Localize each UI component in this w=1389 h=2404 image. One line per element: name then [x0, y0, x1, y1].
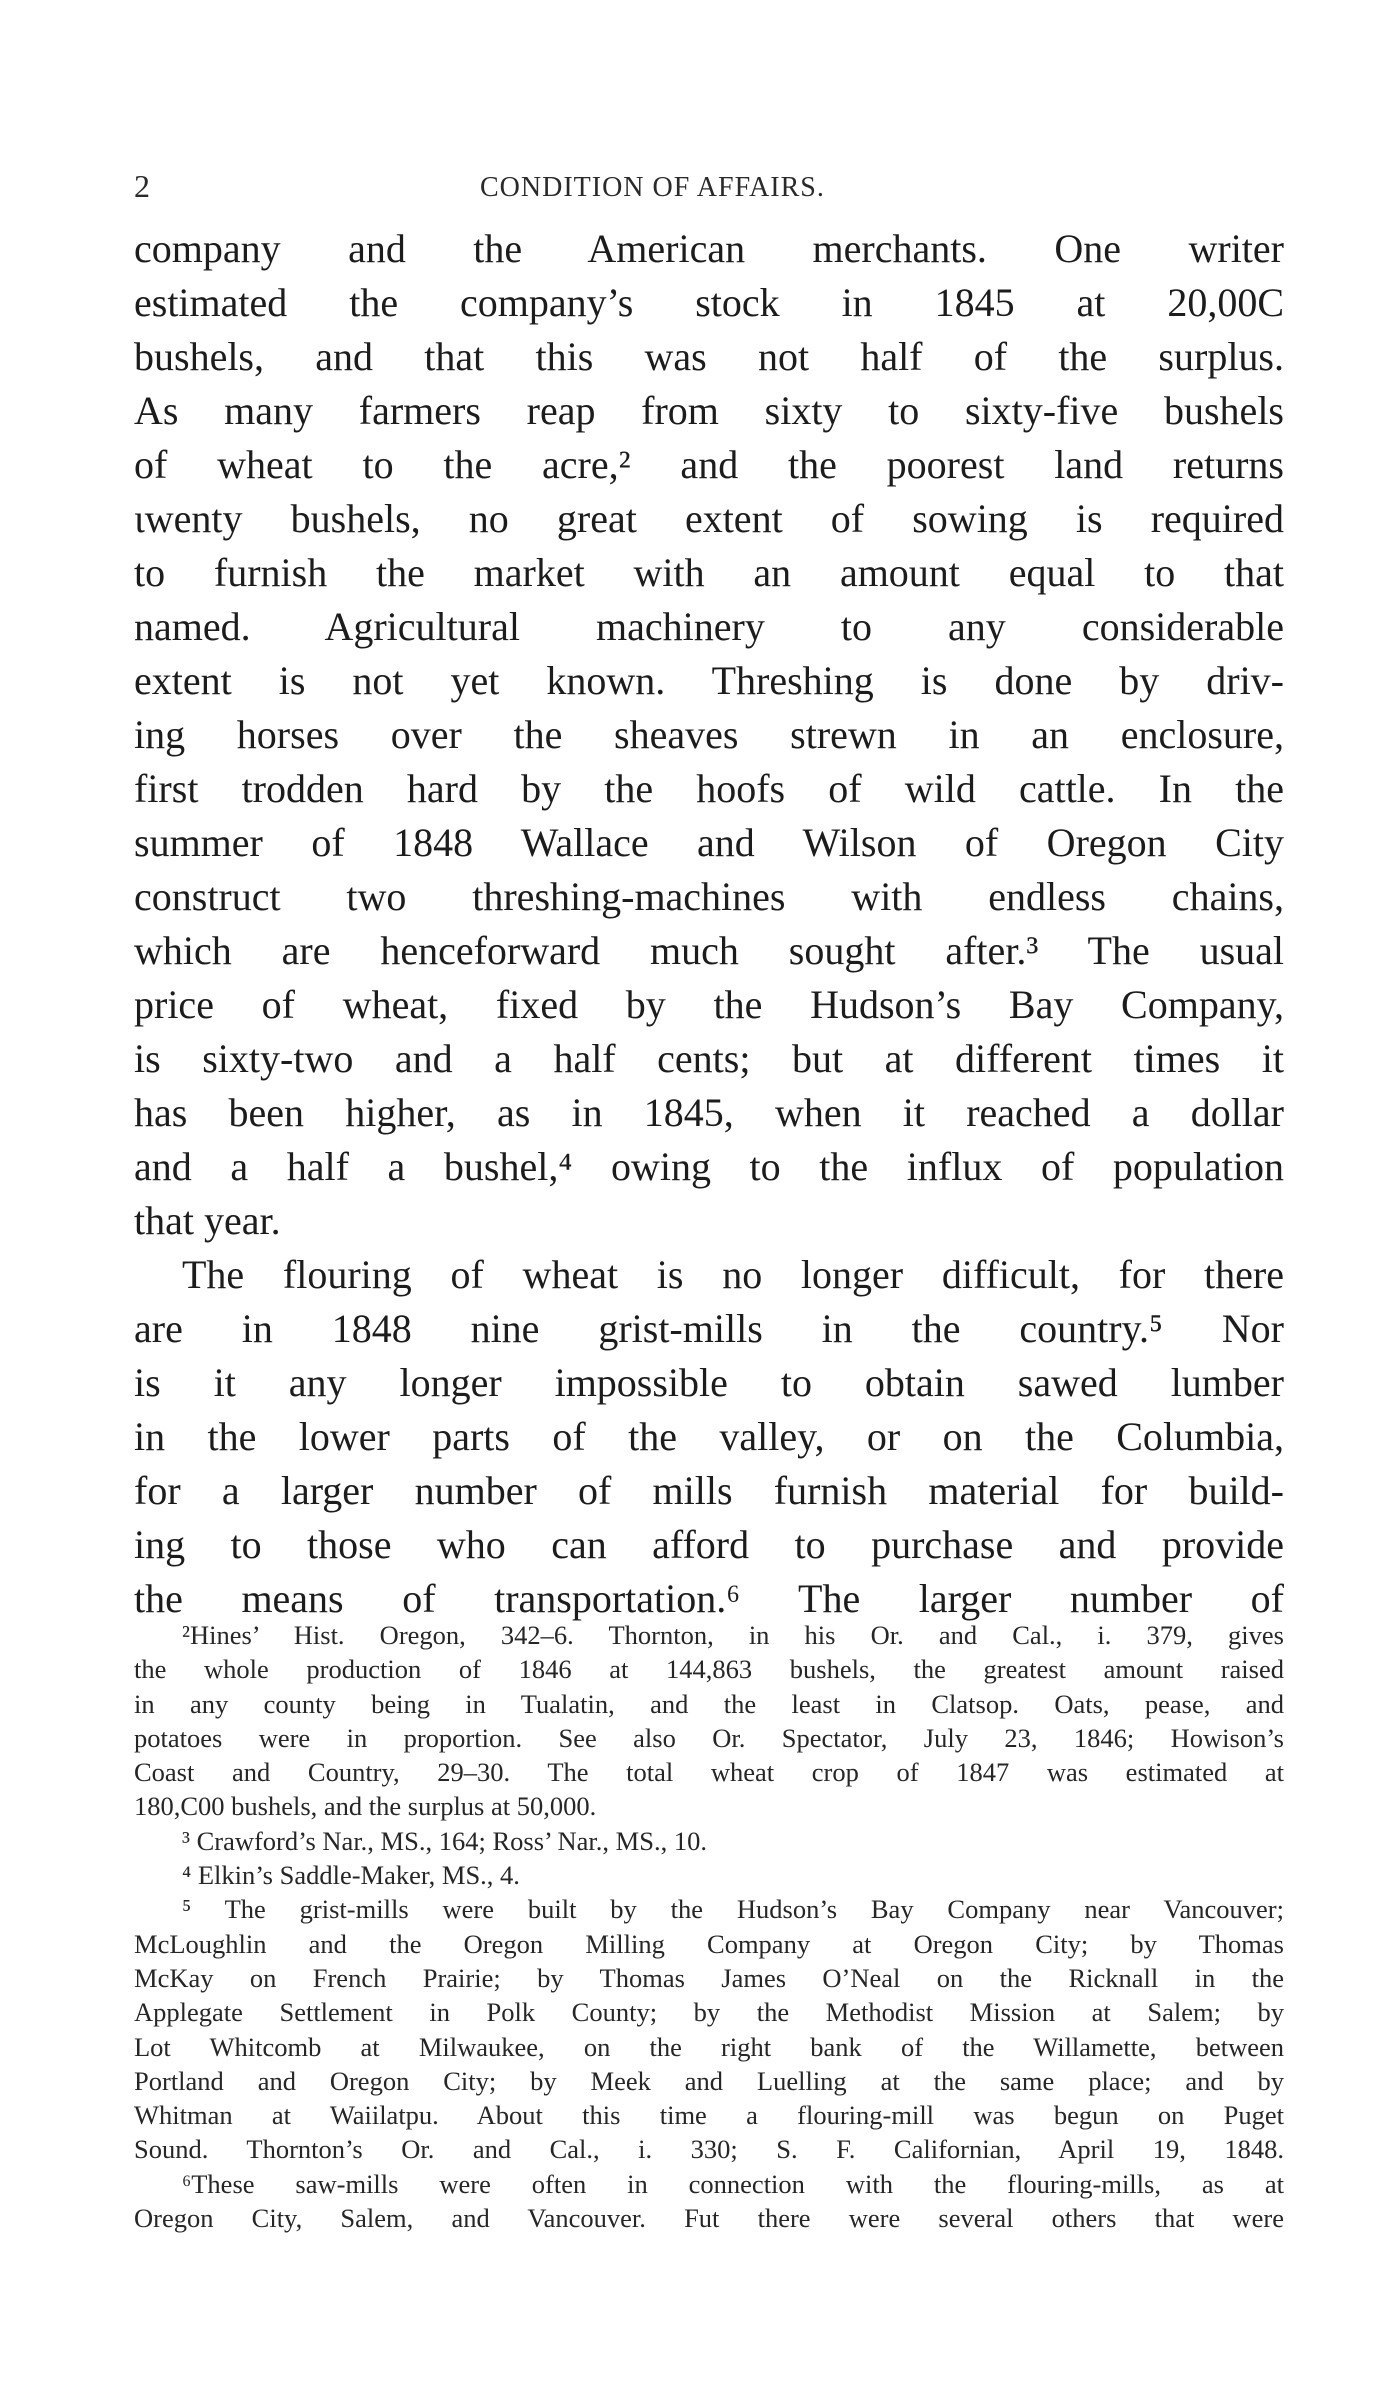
body-line: ing horses over the sheaves strewn in an enclosure, [134, 712, 1284, 757]
paragraph-start-line: The flouring of wheat is no longer difficult, for there [182, 1252, 1284, 1297]
footnote-line: Lot Whitcomb at Milwaukee, on the right bank of the Willamette, between [134, 2031, 1284, 2062]
footnote-line: Applegate Settlement in Polk County; by the Methodist Mission at Salem; by [134, 1997, 1284, 2028]
footnote-line: in any county being in Tualatin, and the least in Clatsop. Oats, pease, and [134, 1688, 1284, 1719]
body-line: which are henceforward much sought after.³ The usual [134, 928, 1284, 973]
body-line: bushels, and that this was not half of the surplus. [134, 334, 1284, 379]
page-header [134, 168, 1270, 216]
body-line: is sixty-two and a half cents; but at different times it [134, 1036, 1284, 1081]
footnote-line: McKay on French Prairie; by Thomas James O’Neal on the Ricknall in the [134, 1962, 1284, 1993]
footnote-line: ⁶These saw-mills were often in connection with the flouring-mills, as at [182, 2168, 1284, 2199]
body-line: first trodden hard by the hoofs of wild cattle. In the [134, 766, 1284, 811]
body-line: summer of 1848 Wallace and Wilson of Oregon City [134, 820, 1284, 865]
page-number: 2 [134, 168, 150, 204]
footnote-line: ³ Crawford’s Nar., MS., 164; Ross’ Nar., MS., 10. [182, 1825, 707, 1856]
body-line: ιwenty bushels, no great extent of sowing is required [134, 496, 1284, 541]
footnote-line: ⁴ Elkin’s Saddle-Maker, MS., 4. [182, 1860, 520, 1891]
body-line: ing to those who can afford to purchase and provide [134, 1522, 1284, 1567]
body-line: the means of transportation.⁶ The larger number of [134, 1576, 1284, 1621]
body-line: As many farmers reap from sixty to sixty-five bushels [134, 388, 1284, 433]
body-line: of wheat to the acre,² and the poorest land returns [134, 442, 1284, 487]
footnote-line: Oregon City, Salem, and Vancouver. Fut there were several others that were [134, 2203, 1284, 2234]
body-line: are in 1848 nine grist-mills in the country.⁵ Nor [134, 1306, 1284, 1351]
body-line: that year. [134, 1198, 281, 1243]
footnote-line: ²Hines’ Hist. Oregon, 342–6. Thornton, in his Or. and Cal., i. 379, gives [182, 1620, 1284, 1650]
footnote-line: Sound. Thornton’s Or. and Cal., i. 330; S. F. Californian, April 19, 1848. [134, 2134, 1284, 2165]
footnotes [134, 1618, 1284, 2235]
footnote-line: McLoughlin and the Oregon Milling Company at Oregon City; by Thomas [134, 1928, 1284, 1959]
body-line: to furnish the market with an amount equal to that [134, 550, 1284, 595]
body-line: estimated the company’s stock in 1845 at 20,00C [134, 280, 1284, 325]
footnote-line: Portland and Oregon City; by Meek and Luelling at the same place; and by [134, 2065, 1284, 2096]
body-line: extent is not yet known. Threshing is done by driv- [134, 658, 1284, 703]
footnote-line: potatoes were in proportion. See also Or. Spectator, July 23, 1846; Howison’s [134, 1722, 1284, 1753]
body-line: construct two threshing-machines with endless chains, [134, 874, 1284, 919]
body-line: has been higher, as in 1845, when it reached a dollar [134, 1090, 1284, 1135]
footnote-line: ⁵ The grist-mills were built by the Hudson’s Bay Company near Vancouver; [182, 1894, 1284, 1925]
body-line: named. Agricultural machinery to any considerable [134, 604, 1284, 649]
footnote-line: 180,C00 bushels, and the surplus at 50,000. [134, 1791, 597, 1822]
body-line: is it any longer impossible to obtain sawed lumber [134, 1360, 1284, 1405]
body-line: for a larger number of mills furnish material for build- [134, 1468, 1284, 1513]
body-text [134, 222, 1284, 1626]
footnote-line: the whole production of 1846 at 144,863 bushels, the greatest amount raised [134, 1654, 1284, 1685]
running-head: CONDITION OF AFFAIRS. [480, 172, 825, 203]
body-line: company and the American merchants. One writer [134, 226, 1284, 271]
body-line: and a half a bushel,⁴ owing to the influx of population [134, 1144, 1284, 1189]
footnote-line: Coast and Country, 29–30. The total wheat crop of 1847 was estimated at [134, 1757, 1284, 1788]
footnote-line: Whitman at Waiilatpu. About this time a flouring-mill was begun on Puget [134, 2100, 1284, 2131]
body-line: price of wheat, fixed by the Hudson’s Bay Company, [134, 982, 1284, 1027]
body-line: in the lower parts of the valley, or on the Columbia, [134, 1414, 1284, 1459]
